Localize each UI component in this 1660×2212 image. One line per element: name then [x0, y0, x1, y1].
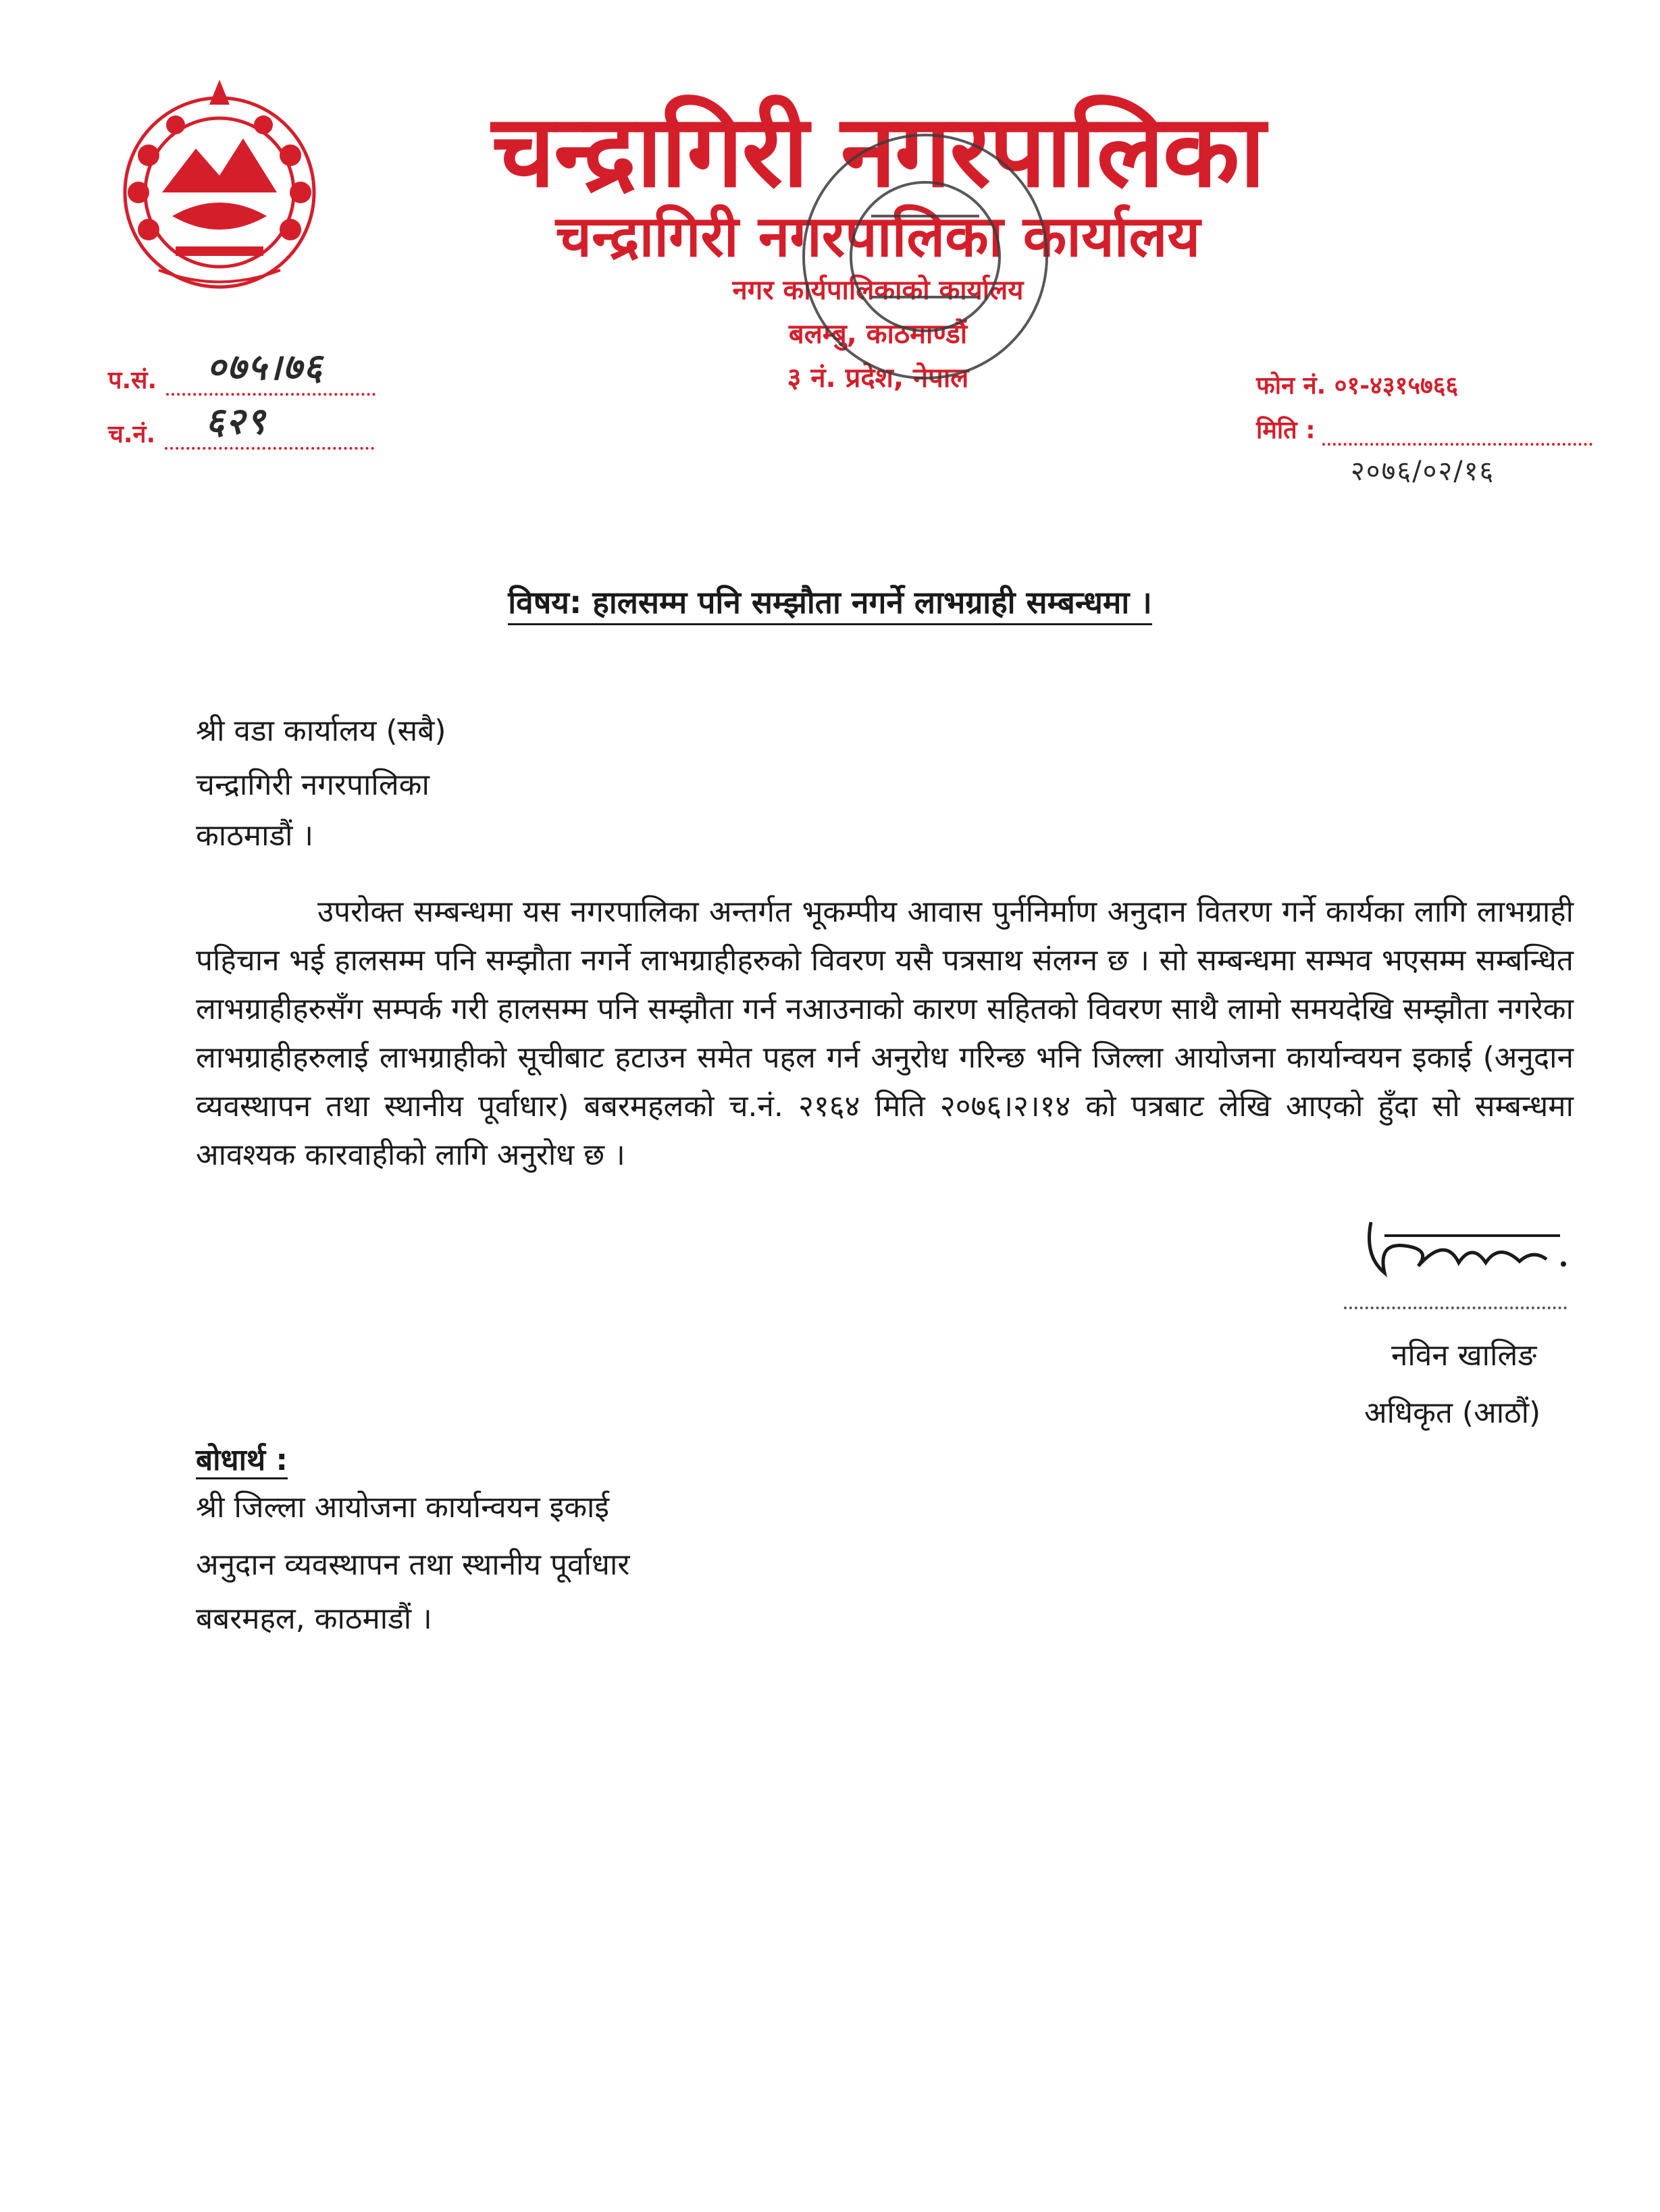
addressee-line: काठमाडौं ।: [196, 818, 314, 853]
date-value: २०७६/०२/१६: [1351, 456, 1495, 487]
cc-line: बबरमहल, काठमाडौं ।: [196, 1602, 432, 1636]
office-location: बलम्बु, काठमाण्डौं: [788, 319, 968, 350]
reference-value: ०७५।७६: [207, 346, 324, 388]
signature-line: [1344, 1307, 1567, 1309]
reference-number: [108, 346, 375, 396]
addressee-line: चन्द्रागिरी नगरपालिका: [196, 768, 430, 802]
handwritten-signature: [1357, 1209, 1574, 1290]
date-field: [1256, 412, 1592, 446]
cc-line: श्री जिल्ला आयोजना कार्यान्वयन इकाई: [196, 1490, 610, 1525]
letter-body: उपरोक्त सम्बन्धमा यस नगरपालिका अन्तर्गत भूकम्पीय आवास पुर्ननिर्माण अनुदान वितरण गर्ने कार्यका लागि लाभग्राही पहिचान भई हालसम्म पनि सम्झौता नगर्ने लाभग्राहीहरुको विवरण यसै पत्रसाथ संलग्न छ । सो सम्बन्धमा सम्भव भएसम्म सम्बन्धित लाभग्राहीहरुसँग सम्पर्क गरी हालसम्म पनि सम्झौता गर्न नआउनाको कारण सहितको विवरण साथै लामो समयदेखि सम्झौता नगरेका लाभग्राहीहरुलाई लाभग्राहीको सूचीबाट हटाउन समेत पहल गर्न अनुरोध गरिन्छ भनि जिल्ला आयोजना कार्यान्वयन इकाई (अनुदान व्यवस्थापन तथा स्थानीय पूर्वाधार) बबरमहलको च.नं. २१६४ मिति २०७६।२।१४ को पत्रबाट लेखि आएको हुँदा सो सम्बन्धमा आवश्यक कारवाहीको लागि अनुरोध छ ।: [196, 895, 1574, 1172]
dispatch-label: च.नं.: [108, 421, 156, 448]
letter-subject: विषय: हालसम्म पनि सम्झौता नगर्ने लाभग्राही सम्बन्धमा ।: [0, 581, 1660, 623]
municipality-subtitle: चन्द्रागिरी नगरपालिका कार्यालय: [555, 203, 1201, 269]
office-stamp-icon: [790, 122, 1060, 392]
office-province: ३ नं. प्रदेश, नेपाल: [787, 363, 969, 394]
office-name: नगर कार्यपालिकाको कार्यालय: [732, 275, 1024, 306]
addressee-line: श्री वडा कार्यालय (सबै): [196, 714, 446, 748]
cc-heading: बोधार्थ :: [196, 1438, 288, 1479]
cc-line: अनुदान व्यवस्थापन तथा स्थानीय पूर्वाधार: [196, 1548, 630, 1582]
dispatch-number: [108, 400, 374, 450]
reference-label: प.सं.: [108, 367, 157, 394]
signatory-post: अधिकृत (आठौं): [1364, 1396, 1541, 1430]
phone-number: फोन नं. ०१-४३१५७६६: [1256, 372, 1459, 400]
nepal-emblem-icon: [108, 74, 331, 297]
municipality-title: चन्द्रागिरी नगरपालिका: [492, 93, 1264, 209]
date-label: मिति :: [1256, 417, 1316, 444]
signatory-name: नविन खालिङ: [1391, 1338, 1537, 1373]
dispatch-value: ६२९: [205, 400, 267, 442]
